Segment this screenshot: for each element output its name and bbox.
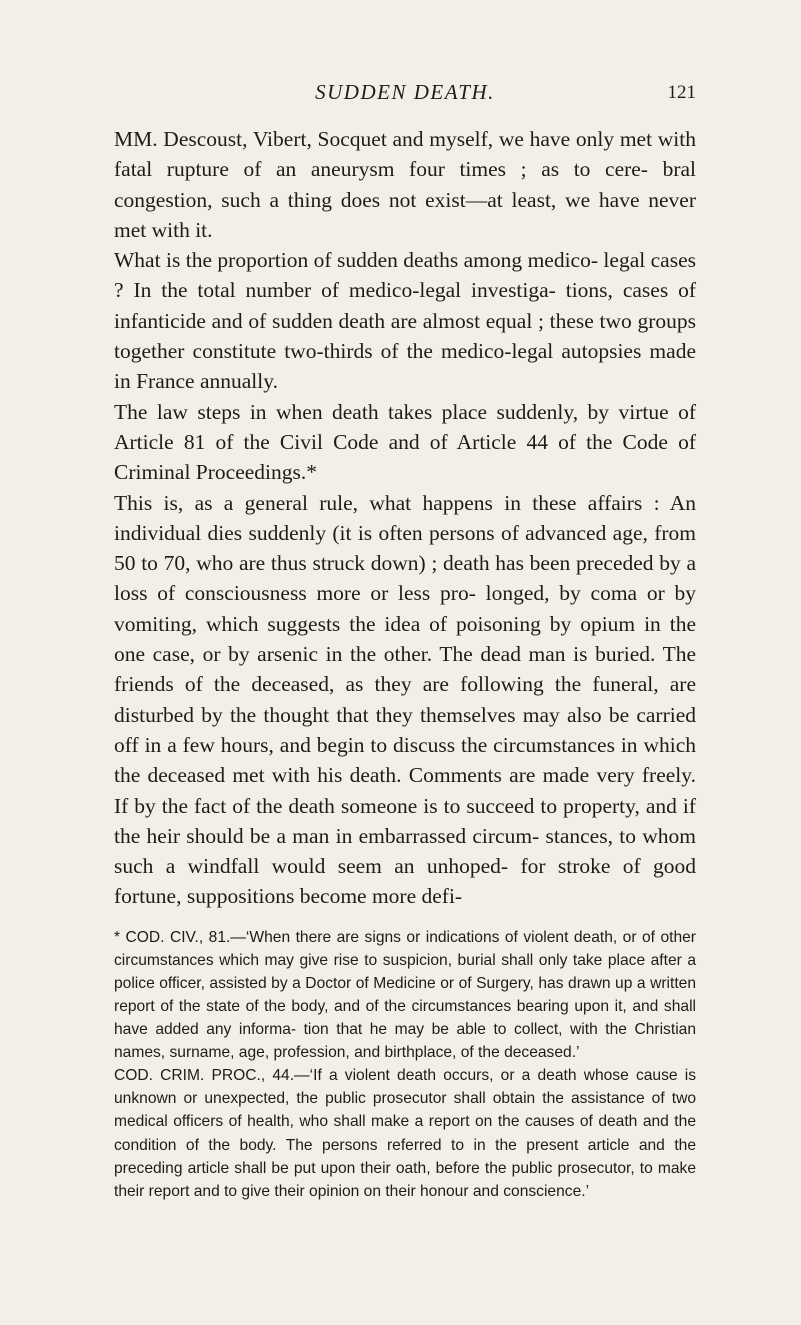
page-header <box>114 80 696 110</box>
paragraph-law: The law steps in when death takes place suddenly, by virtue of Article 81 of the Civil Code and of Article 44 of the Code of Criminal Proceedings.* <box>114 399 696 485</box>
footnote-criminal-proceedings: COD. CRIM. PROC., 44.—‘If a violent death occurs, or a death whose cause is unknown or unexpected, the public prosecutor shall obtain the assistance of two medical officers of health, who shall make a report on the causes of death and the condition of the body. The persons referred to in the present article and the preceding article shall be put upon their oath, before the public prosecutor, to make their report and to give their opinion on their honour and conscience.’ <box>114 1067 696 1200</box>
footnote-civil-code: * COD. CIV., 81.—‘When there are signs or indications of violent death, or of other circumstances which may give rise to suspicion, burial shall only take place after a police officer, assisted by a Doctor of Medicine or of Surgery, has drawn up a written report of the state of the body, and of the circumstances bearing upon it, and shall have added any informa- tion that he may be able to collect, with the Christian names, surname, age, profession, and birthplace, of the deceased.’ <box>114 928 696 1062</box>
paragraph-aneurysm: MM. Descoust, Vibert, Socquet and myself, we have only met with fatal rupture of an aneurysm four times ; as to cere- bral congestion, such a thing does not exist—at least, we have never met with it. <box>114 127 696 242</box>
running-title: SUDDEN DEATH. <box>315 80 495 104</box>
paragraph-general-rule: This is, as a general rule, what happens in these affairs : An individual dies suddenly (it is often persons of advanced age, from 50 to 70, who are thus struck down) ; death has been preceded by a loss of consciousness more or less pro- longed, by coma or by vomiting, which suggests the idea of poisoning by opium in the one case, or by arsenic in the other. The dead man is buried. The friends of the deceased, as they are following the funeral, are disturbed by the thought that they themselves may also be carried off in a few hours, and begin to discuss the circumstances in which the deceased met with his death. Comments are made very freely. If by the fact of the death someone is to succeed to property, and if the heir should be a man in embarrassed circum- stances, to whom such a windfall would seem an unhoped- for stroke of good fortune, suppositions become more defi- <box>114 490 696 909</box>
page-number: 121 <box>667 82 696 103</box>
footnotes <box>114 926 696 1203</box>
body-text <box>114 124 696 912</box>
book-page <box>114 80 696 1203</box>
paragraph-proportion: What is the proportion of sudden deaths among medico- legal cases ? In the total number of medico-legal investiga- tions, cases of infanticide and of sudden death are almost equal ; these two groups together constitute two-thirds of the medico-legal autopsies made in France annually. <box>114 248 696 394</box>
